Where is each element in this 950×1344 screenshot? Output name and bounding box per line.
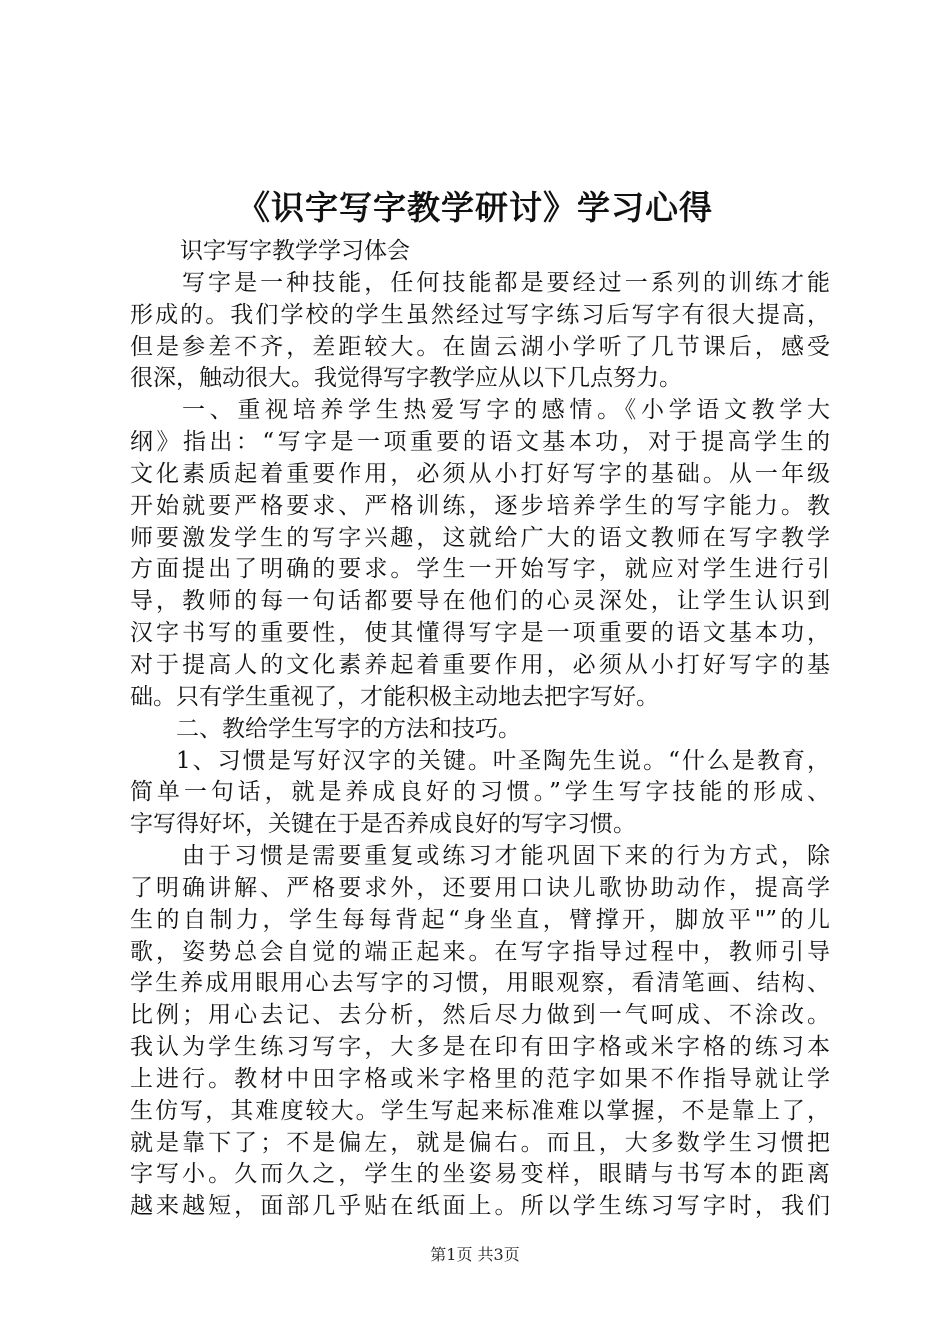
- paragraph-line: 我认为学生练习写字，大多是在印有田字格或米字格的练习本: [130, 1034, 830, 1061]
- subtitle-line: 识字写字教学学习体会: [180, 238, 410, 264]
- page-footer: 第1页 共3页: [430, 1245, 520, 1264]
- paragraph-line: 比例；用心去记、去分析，然后尽力做到一气呵成、不涂改。: [130, 1002, 830, 1029]
- paragraph-line: 础。只有学生重视了，才能积极主动地去把字写好。: [130, 683, 659, 710]
- paragraph-line: 写字是一种技能，任何技能都是要经过一系列的训练才能: [182, 269, 830, 296]
- document-body: [130, 236, 830, 1223]
- paragraph-line: 1、习惯是写好汉字的关键。叶圣陶先生说。“什么是教育，: [176, 747, 830, 774]
- section-heading-line: 二、教给学生写字的方法和技巧。: [176, 715, 521, 742]
- paragraph-line: 汉字书写的重要性，使其懂得写字是一项重要的语文基本功，: [130, 620, 830, 647]
- paragraph-line: 越来越短，面部几乎贴在纸面上。所以学生练习写字时，我们: [130, 1193, 830, 1220]
- paragraph-line: 了明确讲解、严格要求外，还要用口诀儿歌协助动作，提高学: [130, 874, 830, 901]
- paragraph-line: 一、重视培养学生热爱写字的感情。《小学语文教学大: [182, 397, 830, 424]
- paragraph-line: 由于习惯是需要重复或练习才能巩固下来的行为方式，除: [182, 843, 830, 870]
- paragraph-line: 学生养成用眼用心去写字的习惯，用眼观察，看清笔画、结构、: [130, 970, 830, 997]
- paragraph-line: 但是参差不齐，差距较大。在崮云湖小学听了几节课后，感受: [130, 333, 830, 360]
- paragraph-line: 形成的。我们学校的学生虽然经过写字练习后写字有很大提高，: [130, 301, 830, 328]
- paragraph-line: 歌，姿势总会自觉的端正起来。在写字指导过程中，教师引导: [130, 938, 830, 965]
- paragraph-line: 简单一句话，就是养成良好的习惯。”学生写字技能的形成、: [130, 779, 830, 806]
- paragraph-line: 字写小。久而久之，学生的坐姿易变样，眼睛与书写本的距离: [130, 1161, 830, 1188]
- paragraph-line: 开始就要严格要求、严格训练，逐步培养学生的写字能力。教: [130, 492, 830, 519]
- paragraph-line: 就是靠下了；不是偏左，就是偏右。而且，大多数学生习惯把: [130, 1129, 830, 1156]
- paragraph-line: 上进行。教材中田字格或米字格里的范字如果不作指导就让学: [130, 1065, 830, 1092]
- paragraph-line: 纲》指出：“写字是一项重要的语文基本功，对于提高学生的: [130, 429, 830, 456]
- paragraph-line: 生的自制力，学生每每背起“身坐直，臂撑开，脚放平"”的儿: [130, 906, 830, 933]
- paragraph-line: 生仿写，其难度较大。学生写起来标准难以掌握，不是靠上了，: [130, 1097, 830, 1124]
- paragraph-line: 师要激发学生的写字兴趣，这就给广大的语文教师在写字教学: [130, 524, 830, 551]
- paragraph-line: 方面提出了明确的要求。学生一开始写字，就应对学生进行引: [130, 556, 830, 583]
- document-title: 《识字写字教学研讨》学习心得: [237, 188, 713, 227]
- paragraph-line: 很深，触动很大。我觉得写字教学应从以下几点努力。: [130, 365, 682, 392]
- paragraph-line: 字写得好坏，关键在于是否养成良好的写字习惯。: [130, 811, 636, 838]
- paragraph-line: 导，教师的每一句话都要导在他们的心灵深处，让学生认识到: [130, 588, 830, 615]
- paragraph-line: 文化素质起着重要作用，必须从小打好写字的基础。从一年级: [130, 460, 830, 487]
- paragraph-line: 对于提高人的文化素养起着重要作用，必须从小打好写字的基: [130, 651, 830, 678]
